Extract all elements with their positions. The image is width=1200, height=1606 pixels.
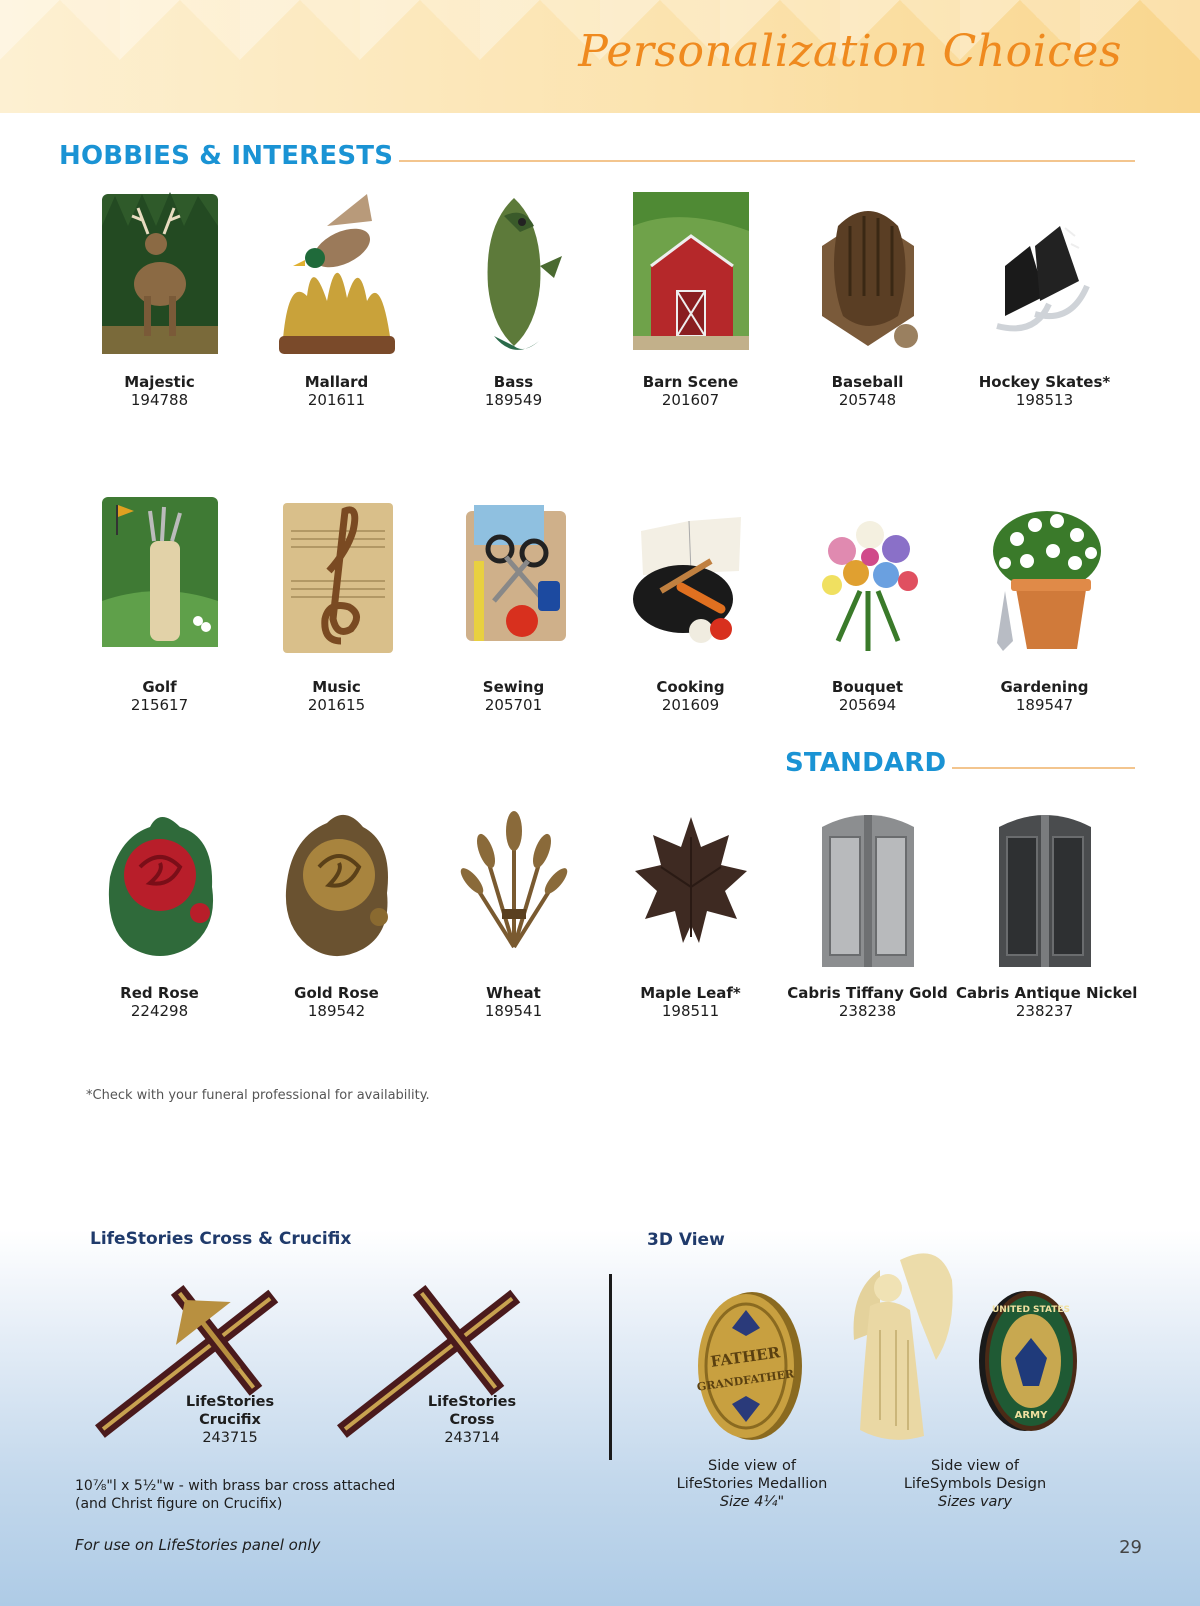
product-name: Cabris Tiffany Gold bbox=[787, 984, 948, 1002]
header-banner bbox=[0, 0, 1200, 113]
3d-view-heading: 3D View bbox=[647, 1230, 725, 1250]
maple-leaf-icon bbox=[621, 797, 761, 972]
heading-rule bbox=[952, 767, 1135, 769]
product-number: 201615 bbox=[307, 696, 366, 714]
product-bouquet[interactable] bbox=[779, 491, 956, 714]
product-maple-leaf[interactable] bbox=[602, 797, 779, 1020]
product-gold-rose[interactable] bbox=[248, 797, 425, 1020]
product-mallard[interactable] bbox=[248, 186, 425, 409]
wheat-icon bbox=[444, 797, 584, 972]
product-name: Music bbox=[312, 678, 361, 696]
product-number: 201609 bbox=[661, 696, 720, 714]
lifesymbols-caption-line1: Side view of bbox=[931, 1458, 1019, 1474]
product-name: Gardening bbox=[1000, 678, 1089, 696]
product-majestic[interactable] bbox=[71, 186, 248, 409]
dimensions-line1: 10⅞"l x 5½"w - with brass bar cross attached bbox=[75, 1478, 396, 1494]
lifestories-heading: LifeStories Cross & Crucifix bbox=[90, 1229, 352, 1249]
cabris-tiffany-gold-icon bbox=[798, 797, 938, 972]
product-number: 189547 bbox=[1015, 696, 1074, 714]
product-name: Cooking bbox=[656, 678, 725, 696]
product-name: Gold Rose bbox=[294, 984, 379, 1002]
cross-caption bbox=[412, 1393, 532, 1447]
product-number: 215617 bbox=[130, 696, 189, 714]
medallion-caption-line1: Side view of bbox=[708, 1458, 796, 1474]
crucifix-caption bbox=[170, 1393, 290, 1447]
fish-icon bbox=[444, 186, 584, 361]
product-name: Bouquet bbox=[831, 678, 904, 696]
bouquet-icon bbox=[798, 491, 938, 666]
red-rose-icon bbox=[90, 797, 230, 972]
product-number: 205694 bbox=[838, 696, 897, 714]
product-number: 201607 bbox=[661, 391, 720, 409]
product-number: 194788 bbox=[130, 391, 189, 409]
product-golf[interactable] bbox=[71, 491, 248, 714]
page-number: 29 bbox=[1119, 1537, 1142, 1558]
product-sewing[interactable] bbox=[425, 491, 602, 714]
product-number: 238238 bbox=[838, 1002, 897, 1020]
hobbies-heading: HOBBIES & INTERESTS bbox=[59, 141, 394, 171]
sewing-icon bbox=[444, 491, 584, 666]
gold-rose-icon bbox=[267, 797, 407, 972]
product-number: 189549 bbox=[484, 391, 543, 409]
music-icon bbox=[267, 491, 407, 666]
medallion-text-father: FATHER bbox=[709, 1343, 782, 1371]
product-number: 238237 bbox=[1015, 1002, 1074, 1020]
golf-bag-icon bbox=[90, 491, 230, 666]
product-name: Mallard bbox=[304, 373, 369, 391]
product-name: Baseball bbox=[831, 373, 904, 391]
product-bass[interactable] bbox=[425, 186, 602, 409]
medallion-icon bbox=[690, 1286, 810, 1446]
medallion-caption-line2: LifeStories Medallion bbox=[676, 1476, 828, 1492]
product-name: Wheat bbox=[486, 984, 541, 1002]
section-divider bbox=[609, 1274, 612, 1460]
product-number: 224298 bbox=[130, 1002, 189, 1020]
product-number: 201611 bbox=[307, 391, 366, 409]
seal-text-top: UNITED STATES bbox=[991, 1305, 1071, 1315]
medallion-size: Size 4¼" bbox=[719, 1494, 785, 1510]
medallion-caption bbox=[662, 1457, 842, 1511]
hockey-skates-icon bbox=[975, 186, 1115, 361]
army-seal-icon bbox=[975, 1288, 1085, 1434]
cross-label-line1: LifeStories bbox=[427, 1394, 517, 1410]
crucifix-label-line2: Crucifix bbox=[199, 1412, 261, 1428]
standard-heading: STANDARD bbox=[785, 748, 947, 778]
product-number: 205701 bbox=[484, 696, 543, 714]
product-number: 198513 bbox=[1015, 391, 1074, 409]
product-music[interactable] bbox=[248, 491, 425, 714]
product-hockey-skates[interactable] bbox=[956, 186, 1133, 409]
crucifix-label-line1: LifeStories bbox=[185, 1394, 275, 1410]
product-barn-scene[interactable] bbox=[602, 186, 779, 409]
duck-icon bbox=[267, 186, 407, 361]
seal-text-bottom: ARMY bbox=[1014, 1410, 1048, 1421]
product-cabris-tiffany-gold[interactable] bbox=[779, 797, 956, 1020]
cross-dimensions bbox=[75, 1477, 395, 1513]
dimensions-line2: (and Christ figure on Crucifix) bbox=[75, 1496, 283, 1512]
baseball-glove-icon bbox=[798, 186, 938, 361]
lifesymbols-caption-line2: LifeSymbols Design bbox=[903, 1476, 1047, 1492]
product-number: 198511 bbox=[661, 1002, 720, 1020]
standard-section-header bbox=[785, 748, 1135, 778]
cross-label-line2: Cross bbox=[449, 1412, 495, 1428]
product-name: Majestic bbox=[124, 373, 195, 391]
usage-note: For use on LifeStories panel only bbox=[75, 1536, 321, 1554]
heading-rule bbox=[399, 160, 1135, 162]
lifesymbols-caption bbox=[885, 1457, 1065, 1511]
hobbies-section-header bbox=[59, 141, 1135, 171]
lifesymbols-size: Sizes vary bbox=[938, 1494, 1012, 1510]
availability-footnote: *Check with your funeral professional for availability. bbox=[86, 1088, 430, 1103]
product-number: 189542 bbox=[307, 1002, 366, 1020]
barn-icon bbox=[621, 186, 761, 361]
deer-icon bbox=[90, 186, 230, 361]
product-wheat[interactable] bbox=[425, 797, 602, 1020]
crucifix-number: 243715 bbox=[202, 1430, 258, 1446]
product-number: 189541 bbox=[484, 1002, 543, 1020]
page-title: Personalization Choices bbox=[578, 26, 1122, 77]
product-name: Barn Scene bbox=[642, 373, 739, 391]
angel-icon bbox=[840, 1240, 960, 1446]
product-name: Red Rose bbox=[120, 984, 199, 1002]
product-name: Hockey Skates* bbox=[978, 373, 1111, 391]
product-cooking[interactable] bbox=[602, 491, 779, 714]
product-name: Sewing bbox=[482, 678, 545, 696]
product-number: 205748 bbox=[838, 391, 897, 409]
product-baseball[interactable] bbox=[779, 186, 956, 409]
cross-number: 243714 bbox=[444, 1430, 500, 1446]
medallion-text-grandfather: GRANDFATHER bbox=[696, 1367, 795, 1394]
product-name: Cabris Antique Nickel bbox=[956, 984, 1138, 1002]
product-gardening[interactable] bbox=[956, 491, 1133, 714]
product-name: Golf bbox=[142, 678, 177, 696]
flower-pot-icon bbox=[975, 491, 1115, 666]
cooking-icon bbox=[621, 491, 761, 666]
cabris-antique-nickel-icon bbox=[975, 797, 1115, 972]
product-name: Maple Leaf* bbox=[640, 984, 741, 1002]
product-name: Bass bbox=[493, 373, 534, 391]
product-red-rose[interactable] bbox=[71, 797, 248, 1020]
product-cabris-antique-nickel[interactable] bbox=[956, 797, 1138, 1020]
